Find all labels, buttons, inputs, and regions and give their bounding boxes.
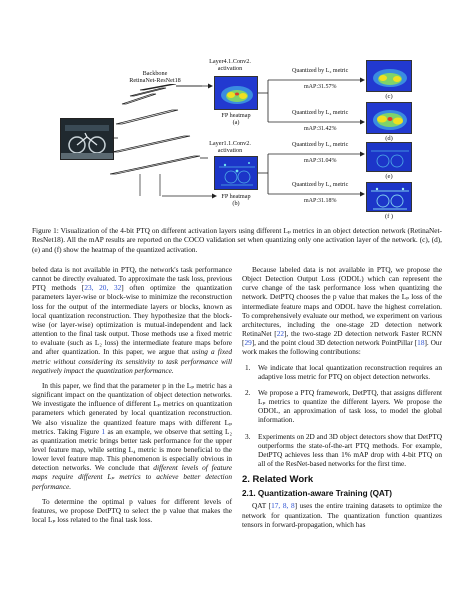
tag-f: (f )	[384, 213, 394, 220]
contribution-item: 1. We indicate that local quantization reconstruction requires an adaptive loss metric for PTQ on object detection networks.	[245, 362, 442, 381]
input-image	[60, 118, 114, 160]
quant-label-f: Quantized by L₄ metric	[292, 182, 349, 188]
heatmap-c	[366, 60, 412, 92]
fp-heatmap-a	[214, 76, 258, 110]
citation-link[interactable]: 22	[276, 329, 284, 339]
quant-label-e: Quantized by L₂ metric	[292, 142, 349, 148]
tag-c: (c)	[385, 93, 393, 100]
layer4-label: Layer4.1.Conv2. activation	[209, 58, 251, 73]
right-paragraph-1: Because labeled data is not available in PTQ, we propose the Object Detection Output Loss (ODOL) which can represent the curve change of the task performance loss when quantizing the network. DetPTQ chooses the p value that makes the Lₚ loss of the intermediate feature maps and ODOL have the highest correlation. To comprehensively evaluate our method, we experiment on various architectures, including the one-stage 2D detection network RetinaNet [22], the two-stage 2D detection network Faster RCNN [29], and the point cloud 3D detection network PointPillar [18]. Our work makes the following contributions:	[242, 265, 442, 357]
fp-heatmap-b-label: FP heatmap (b)	[221, 193, 251, 208]
left-paragraph-3: To determine the optimal p values for different levels of features, we propose DetPTQ to select the p value that makes the local Lₚ loss related to the final task loss.	[32, 496, 232, 525]
contribution-item: 3. Experiments on 2D and 3D object detectors show that DetPTQ outperforms the state-of-the-art PTQ methods. For example, DetPTQ achieves less than 1% mAP drop with 4-bit PTQ on all of the ResNet-based networks for the first time.	[245, 431, 442, 468]
citation-link[interactable]: 17, 8, 8	[271, 501, 295, 511]
tag-d: (d)	[385, 135, 393, 142]
map-d: mAP:31.42%	[304, 126, 337, 132]
contribution-item: 2. We propose a PTQ framework, DetPTQ, that assigns different Lₚ metrics to quantize the different layers. We propose the ODOL, an approximation of task loss, to model the global information.	[245, 387, 442, 425]
quant-label-c: Quantized by L₂ metric	[292, 68, 349, 74]
backbone-label: Backbone RetinaNet-ResNet18	[129, 70, 181, 85]
quant-label-d: Quantized by L₄ metric	[292, 110, 349, 116]
layer1-label: Layer1.1.Conv2. activation	[209, 140, 251, 155]
tag-e: (e)	[385, 173, 393, 180]
map-f: mAP:31.18%	[304, 198, 337, 204]
figure-caption: Figure 1: Visualization of the 4-bit PTQ on different activation layers using different Lₚ metrics in an object detection network (RetinaNet-ResNet18). All the mAP results are reported on the COCO validation set when quantizing only one activation layer of the network. (c), (d), (e) and (f) show the heatmap of the quantized activation.	[32, 226, 442, 254]
left-paragraph-2: In this paper, we find that the parameter p in the Lₚ metric has a significant impact on the quantization of object detection networks. We investigate the influence of different Lₚ metrics on quantization parameters which generated by local quantization reconstruction. We also visualize the quantized feature maps with different Lₚ metrics. Taking Figure 1 as an example, we observe that setting L₂ as quantization metric brings better task performance for the upper level feature map, while setting L₄ metric is more beneficial to the lower level feature map. This phenomenon is especially obvious in detection networks. We conclude that different levels of feature maps require different Lₚ metrics to achieve better detection performance.	[32, 380, 232, 491]
heatmap-d	[366, 102, 412, 134]
fp-heatmap-a-label: FP heatmap (a)	[221, 112, 251, 127]
contribution-list	[242, 363, 442, 469]
left-paragraph-1: beled data is not available in PTQ, the network's task performance cannot be directly evaluated. To approximate the task loss, previous PTQ methods [23, 20, 32] often optimize the quantization parameters layer-wise or block-wise to minimize the reconstruction loss for the output of the intermediate layers or blocks, known as local quantization reconstruction. They hypothesize that the block-wise (or layer-wise) optimization is mutual-independent and lack attention to the final task output. Those methods use a fixed metric to evaluate (such as L₂ loss) the intermediate feature maps before and after quantization. In this paper, we argue that using a fixed metric without considering its sensitivity to task performance will negatively impact the quantization performance.	[32, 265, 233, 375]
heatmap-e	[366, 142, 412, 172]
left-column	[32, 265, 232, 524]
subsection-heading: 2.1. Quantization-aware Training (QAT)	[242, 489, 392, 499]
citation-link[interactable]: 29	[244, 338, 252, 348]
right-column	[242, 265, 442, 529]
heatmap-f	[366, 182, 412, 212]
fp-heatmap-b	[214, 156, 258, 190]
section-heading: 2. Related Work	[242, 474, 314, 486]
figure-ref-link[interactable]: 1	[101, 426, 106, 436]
figure-1	[0, 0, 474, 225]
qat-paragraph: QAT [17, 8, 8] uses the entire training datasets to optimize the network for quantization. The quantization function quantizes tensors in forward-propagation, which has	[242, 501, 442, 529]
map-e: mAP:31.04%	[304, 158, 337, 164]
citation-link[interactable]: 18	[417, 338, 425, 348]
citation-link[interactable]: 23, 20, 32	[84, 283, 122, 293]
map-c: mAP:31.57%	[304, 84, 337, 90]
